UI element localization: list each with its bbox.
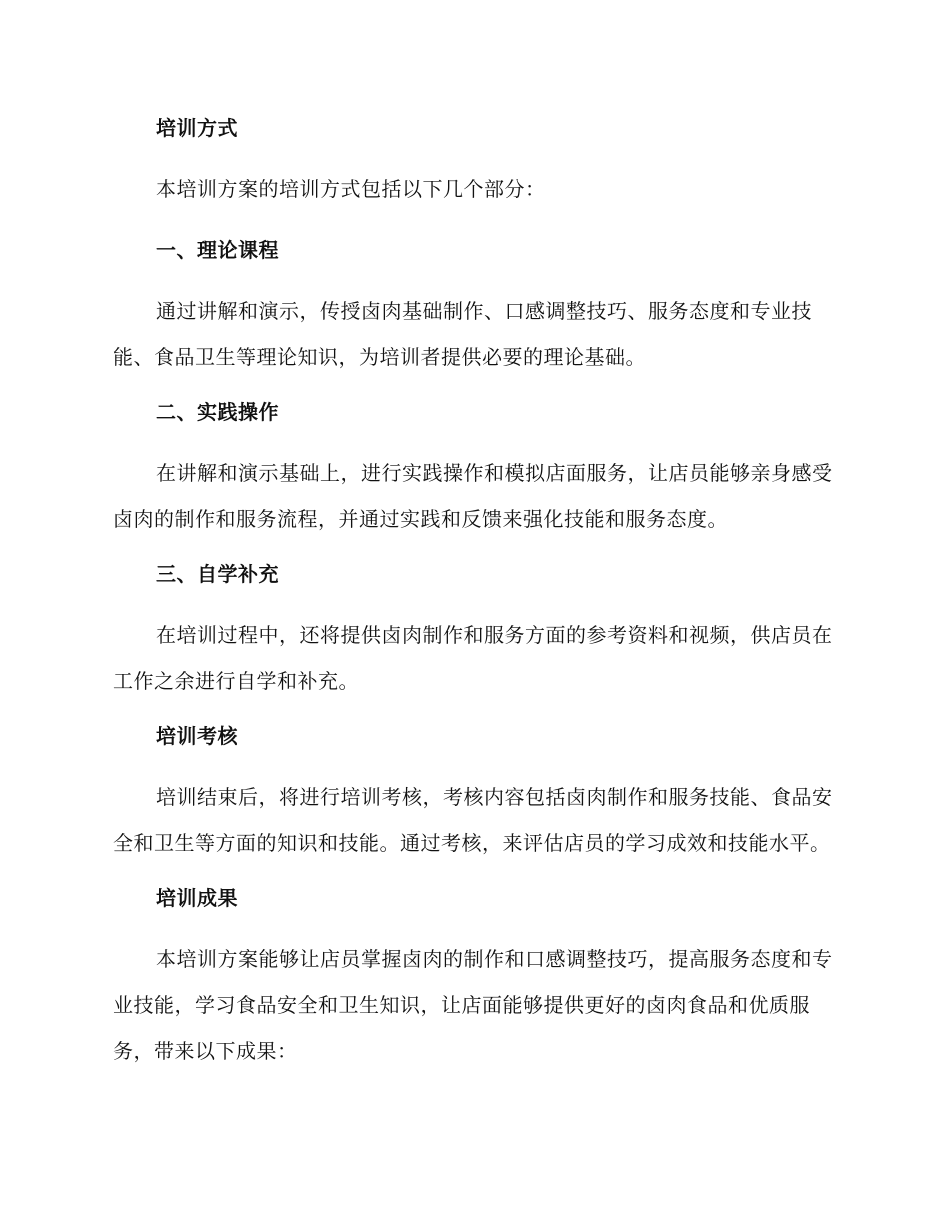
document-page <box>113 108 833 1086</box>
practice-heading: 二、实践操作 <box>156 400 279 424</box>
assessment-paragraph: 培训结束后，将进行培训考核，考核内容包括卤肉制作和服务技能、食品安全和卫生等方面的知识和技能。通过考核，来评估店员的学习成效和技能水平。 <box>113 785 833 855</box>
results-heading: 培训成果 <box>156 886 238 910</box>
results-paragraph: 本培训方案能够让店员掌握卤肉的制作和口感调整技巧，提高服务态度和专业技能，学习食品安全和卫生知识，让店面能够提供更好的卤肉食品和优质服务，带来以下成果： <box>113 947 833 1063</box>
selfstudy-paragraph: 在培训过程中，还将提供卤肉制作和服务方面的参考资料和视频，供店员在工作之余进行自学和补充。 <box>113 623 833 693</box>
theory-heading: 一、理论课程 <box>156 238 279 262</box>
selfstudy-heading: 三、自学补充 <box>156 562 279 586</box>
theory-paragraph: 通过讲解和演示，传授卤肉基础制作、口感调整技巧、服务态度和专业技能、食品卫生等理论知识，为培训者提供必要的理论基础。 <box>113 299 812 369</box>
method-heading: 培训方式 <box>156 116 238 140</box>
assessment-heading: 培训考核 <box>156 724 238 748</box>
method-intro-paragraph: 本培训方案的培训方式包括以下几个部分： <box>156 177 546 201</box>
practice-paragraph: 在讲解和演示基础上，进行实践操作和模拟店面服务，让店员能够亲身感受卤肉的制作和服务流程，并通过实践和反馈来强化技能和服务态度。 <box>113 461 833 531</box>
